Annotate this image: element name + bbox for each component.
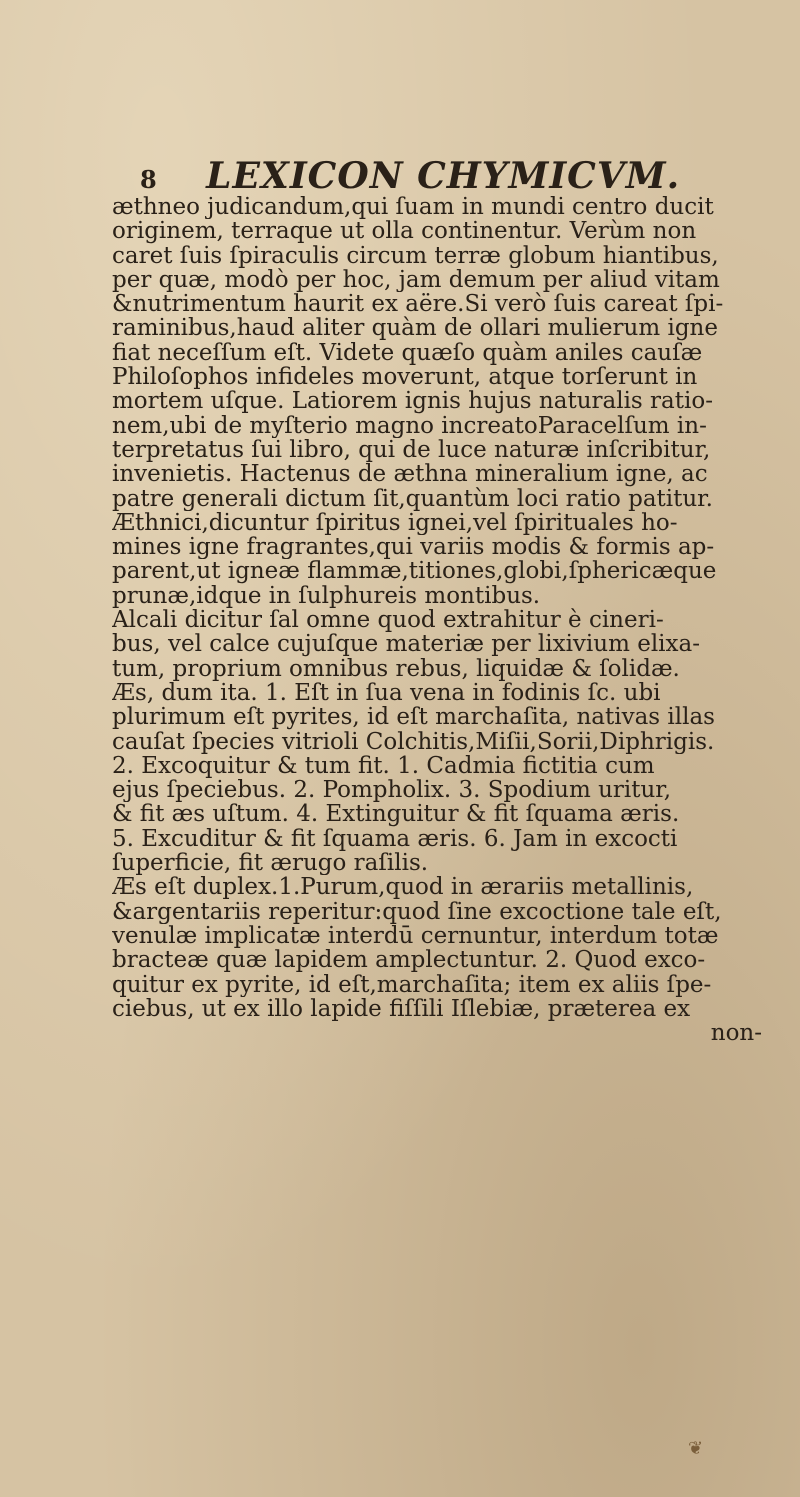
text-line: Philoſophos infideles moverunt, atque torſerunt in <box>112 365 698 390</box>
page-number: 8 <box>140 165 158 194</box>
text-line: & fit æs uſtum. 4. Extinguitur & fit ſquama æris. <box>112 802 680 827</box>
text-line: raminibus,haud aliter quàm de ollari mulierum igne <box>112 316 718 341</box>
text-line: 2. Excoquitur & tum fit. 1. Cadmia fictitia cum <box>112 753 655 779</box>
text-line: Æthnici,dicuntur ſpiritus ignei,vel ſpirituales ho- <box>112 510 678 536</box>
text-line: ejus ſpeciebus. 2. Pompholix. 3. Spodium uritur, <box>112 778 672 803</box>
text-line: quitur ex pyrite, id eſt,marchaſita; item ex aliis ſpe- <box>112 972 712 997</box>
text-line: venulæ implicatæ interdū cernuntur, interdum totæ <box>112 923 719 949</box>
catchword: non- <box>710 1021 762 1046</box>
text-line: nem,ubi de myſterio magno increatoParacelſum in- <box>112 413 707 438</box>
text-line: Æs, dum ita. 1. Eſt in ſua vena in fodinis ſc. ubi <box>112 680 661 706</box>
text-line: æthneo judicandum,qui ſuam in mundi centro ducit <box>112 195 714 220</box>
text-line: ſuperficie, fit ærugo raſilis. <box>112 851 429 876</box>
text-line: tum, proprium omnibus rebus, liquidæ & ſolidæ. <box>112 656 680 681</box>
text-line: bracteæ quæ lapidem amplectuntur. 2. Quod exco- <box>112 948 706 973</box>
text-line: originem, terraque ut olla continentur. Verùm non <box>112 219 697 244</box>
running-title: LEXICON CHYMICVM. <box>206 155 681 197</box>
text-line: prunæ,idque in ſulphureis montibus. <box>112 583 541 609</box>
text-line: bus, vel calce cujuſque materiæ per lixivium elixa- <box>112 632 700 657</box>
library-stamp-icon: ❦ <box>688 1438 704 1459</box>
body-text <box>112 195 792 1045</box>
text-line: fiat neceſſum eſt. Videte quæſo quàm aniles cauſæ <box>112 340 703 366</box>
text-line: patre generali dictum ſit,quantùm loci ratio patitur. <box>112 486 713 511</box>
text-line: Alcali dicitur ſal omne quod extrahitur è cineri- <box>112 608 664 633</box>
page-header <box>140 155 760 197</box>
text-line: caret ſuis ſpiraculis circum terræ globum hiantibus, <box>112 243 719 268</box>
text-line: cauſat ſpecies vitrioli Colchitis,Miſii,Sorii,Diphrigis. <box>112 729 715 754</box>
text-line: per quæ, modò per hoc, jam demum per aliud vitam <box>112 267 720 293</box>
text-line: ciebus, ut ex illo lapide fiſſili Iſlebiæ, præterea ex <box>112 996 691 1022</box>
text-line: terpretatus ſui libro, qui de luce naturæ inſcribitur, <box>112 437 711 463</box>
text-line: &nutrimentum haurit ex aëre.Si verò ſuis careat ſpi- <box>112 292 724 317</box>
text-line: mortem uſque. Latiorem ignis hujus naturalis ratio- <box>112 389 713 414</box>
text-line: parent,ut igneæ flammæ,titiones,globi,ſphericæque <box>112 559 717 584</box>
text-line: &argentariis reperitur:quod ſine excoctione tale eſt, <box>112 899 722 924</box>
text-line: 5. Excuditur & fit ſquama æris. 6. Jam in excocti <box>112 826 678 852</box>
text-line: invenietis. Hactenus de æthna mineralium igne, ac <box>112 462 708 487</box>
text-line: mines igne fragrantes,qui variis modis & formis ap- <box>112 535 715 560</box>
text-line: plurimum eſt pyrites, id eſt marchaſita, nativas illas <box>112 705 715 730</box>
text-line: Æs eſt duplex.1.Purum,quod in ærariis metallinis, <box>112 875 694 900</box>
